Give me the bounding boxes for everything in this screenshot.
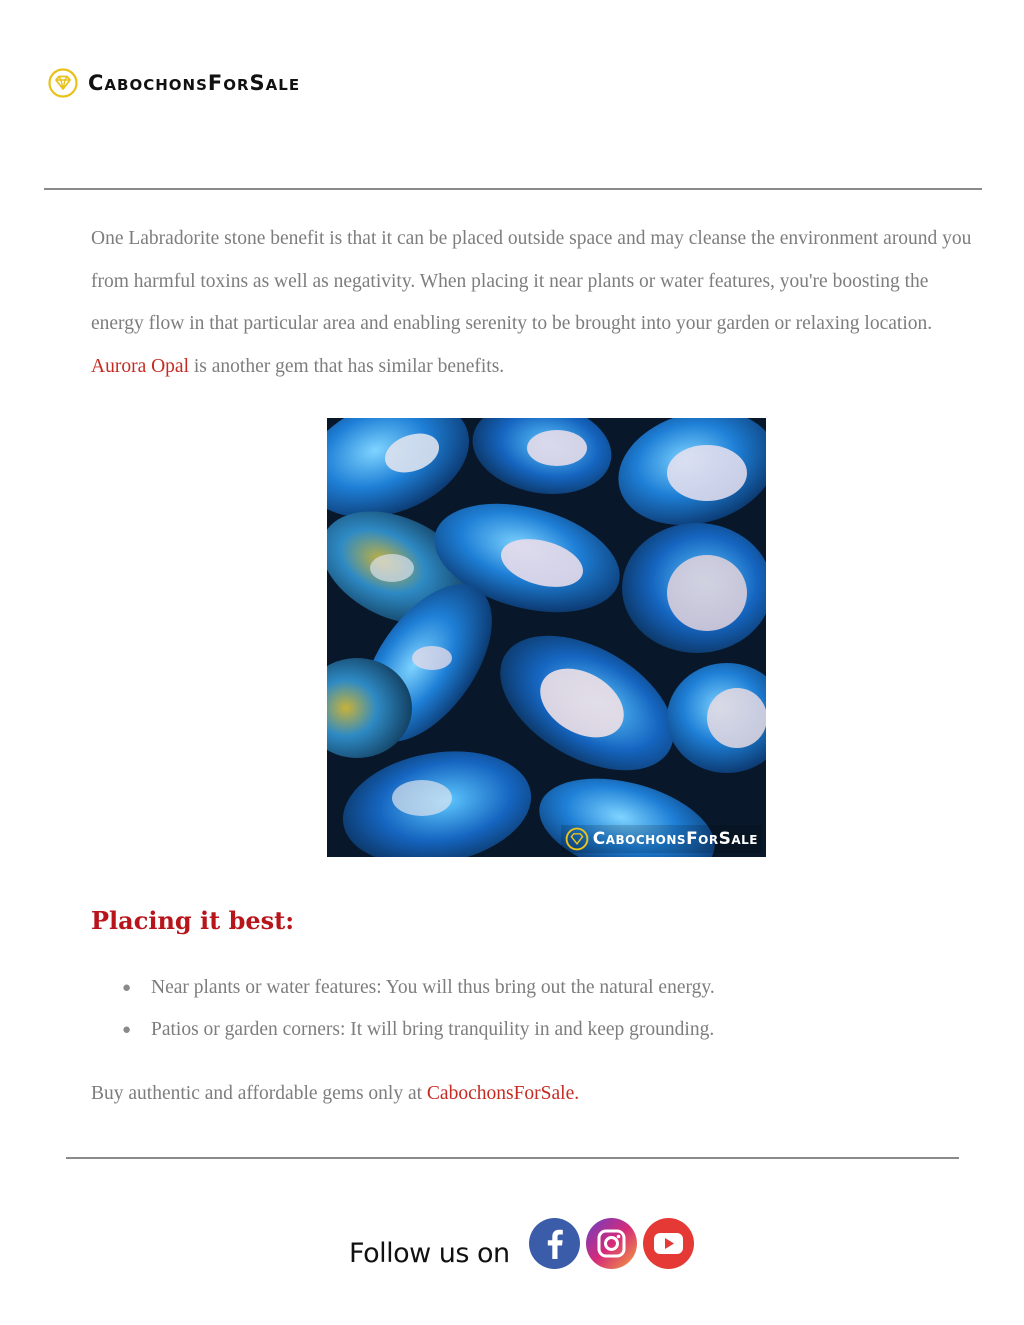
buy-text: Buy authentic and affordable gems only at xyxy=(91,1083,427,1104)
aurora-opal-link[interactable]: Aurora Opal xyxy=(91,355,190,377)
paragraph-text-end: is another gem that has similar benefits. xyxy=(189,355,505,377)
bottom-divider xyxy=(66,1157,959,1159)
placement-list xyxy=(0,967,1024,1051)
top-divider xyxy=(44,188,982,190)
youtube-button[interactable] xyxy=(643,1218,694,1269)
instagram-icon xyxy=(586,1218,637,1269)
site-logo[interactable] xyxy=(48,66,300,100)
follow-label: Follow us on xyxy=(349,1238,510,1269)
watermark-text: CabochonsForSale xyxy=(592,829,758,849)
instagram-button[interactable] xyxy=(586,1218,637,1269)
facebook-icon xyxy=(529,1218,580,1269)
labradorite-stones-illustration xyxy=(327,418,766,857)
facebook-button[interactable] xyxy=(529,1218,580,1269)
list-item xyxy=(0,967,1024,1009)
gem-icon xyxy=(565,827,589,851)
list-item-text: Patios or garden corners: It will bring tranquility in and keep grounding. xyxy=(151,1019,715,1040)
brand-name: CabochonsForSale xyxy=(88,71,301,95)
paragraph-text: One Labradorite stone benefit is that it can be placed outside space and may cleanse the environment around you from harmful toxins as well as negativity. When placing it near plants or water features, you're boosting the energy flow in that particular area and enabling serenity to be brought into your garden or relaxing location. xyxy=(91,228,972,334)
labradorite-image xyxy=(327,418,766,857)
buy-paragraph xyxy=(91,1073,579,1115)
cabochonsforsale-link[interactable]: CabochonsForSale xyxy=(426,1083,575,1104)
youtube-icon xyxy=(643,1218,694,1269)
gem-icon xyxy=(48,68,78,98)
list-item xyxy=(0,1009,1024,1051)
buy-suffix: . xyxy=(574,1083,580,1104)
bullet-icon: ● xyxy=(122,980,132,996)
bullet-icon: ● xyxy=(122,1022,132,1038)
image-watermark xyxy=(561,825,762,853)
list-item-text: Near plants or water features: You will thus bring out the natural energy. xyxy=(151,977,715,998)
section-heading: Placing it best: xyxy=(91,906,295,935)
intro-paragraph xyxy=(91,218,981,388)
